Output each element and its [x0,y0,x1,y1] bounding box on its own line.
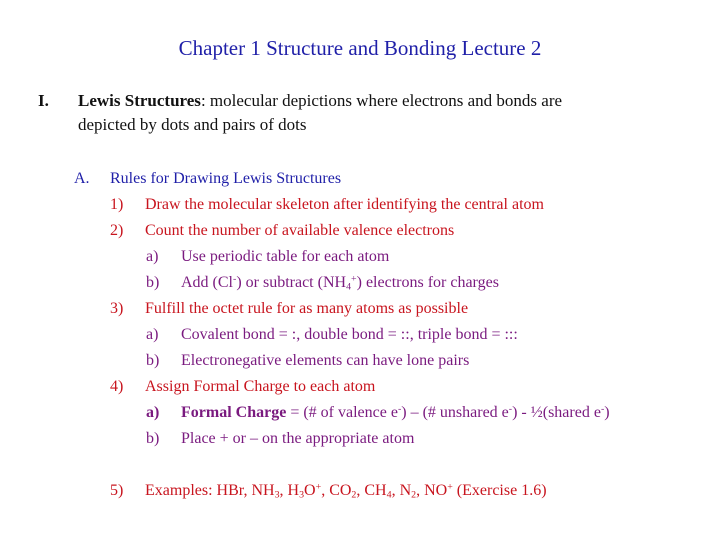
item-marker: 4) [110,378,124,395]
item-text: Covalent bond = :, double bond = ::, triple bond = ::: [181,326,518,343]
item-marker: 2) [110,222,124,239]
item-text: Count the number of available valence electrons [145,222,455,239]
item-text: Assign Formal Charge to each atom [145,378,376,395]
item-text: Rules for Drawing Lewis Structures [110,170,342,187]
item-marker: 1) [110,196,124,213]
item-text: Use periodic table for each atom [181,248,390,265]
item-marker: 5) [110,482,124,499]
item-text: depicted by dots and pairs of dots [78,115,307,134]
item-marker: b) [146,274,160,291]
item-marker: A. [74,170,90,187]
item-text: Fulfill the octet rule for as many atoms as possible [145,300,469,317]
item-text: Formal Charge = (# of valence e-) – (# unshared e-) - ½(shared e-) [181,403,610,421]
item-marker: a) [146,326,159,343]
item-marker: I. [38,91,49,110]
item-text: Electronegative elements can have lone pairs [181,352,470,369]
item-text: Place + or – on the appropriate atom [181,430,415,447]
item-marker: a) [146,404,160,421]
item-marker: 3) [110,300,124,317]
item-marker: b) [146,430,160,447]
item-marker: a) [146,248,159,265]
item-text: Lewis Structures: molecular depictions where electrons and bonds are [78,91,563,110]
item-text: Examples: HBr, $NH_3$, $H_3O^+$, $CO_2$, $CH_4$, $N_2$, NO+ (Exercise 1.6) [145,481,547,501]
item-text: Add (Cl-) or subtract $(NH_4^+)$ electrons for charges [181,273,499,293]
item-marker: b) [146,352,160,369]
item-text: Draw the molecular skeleton after identifying the central atom [145,196,544,213]
slide-title: Chapter 1 Structure and Bonding Lecture 2 [178,36,542,60]
